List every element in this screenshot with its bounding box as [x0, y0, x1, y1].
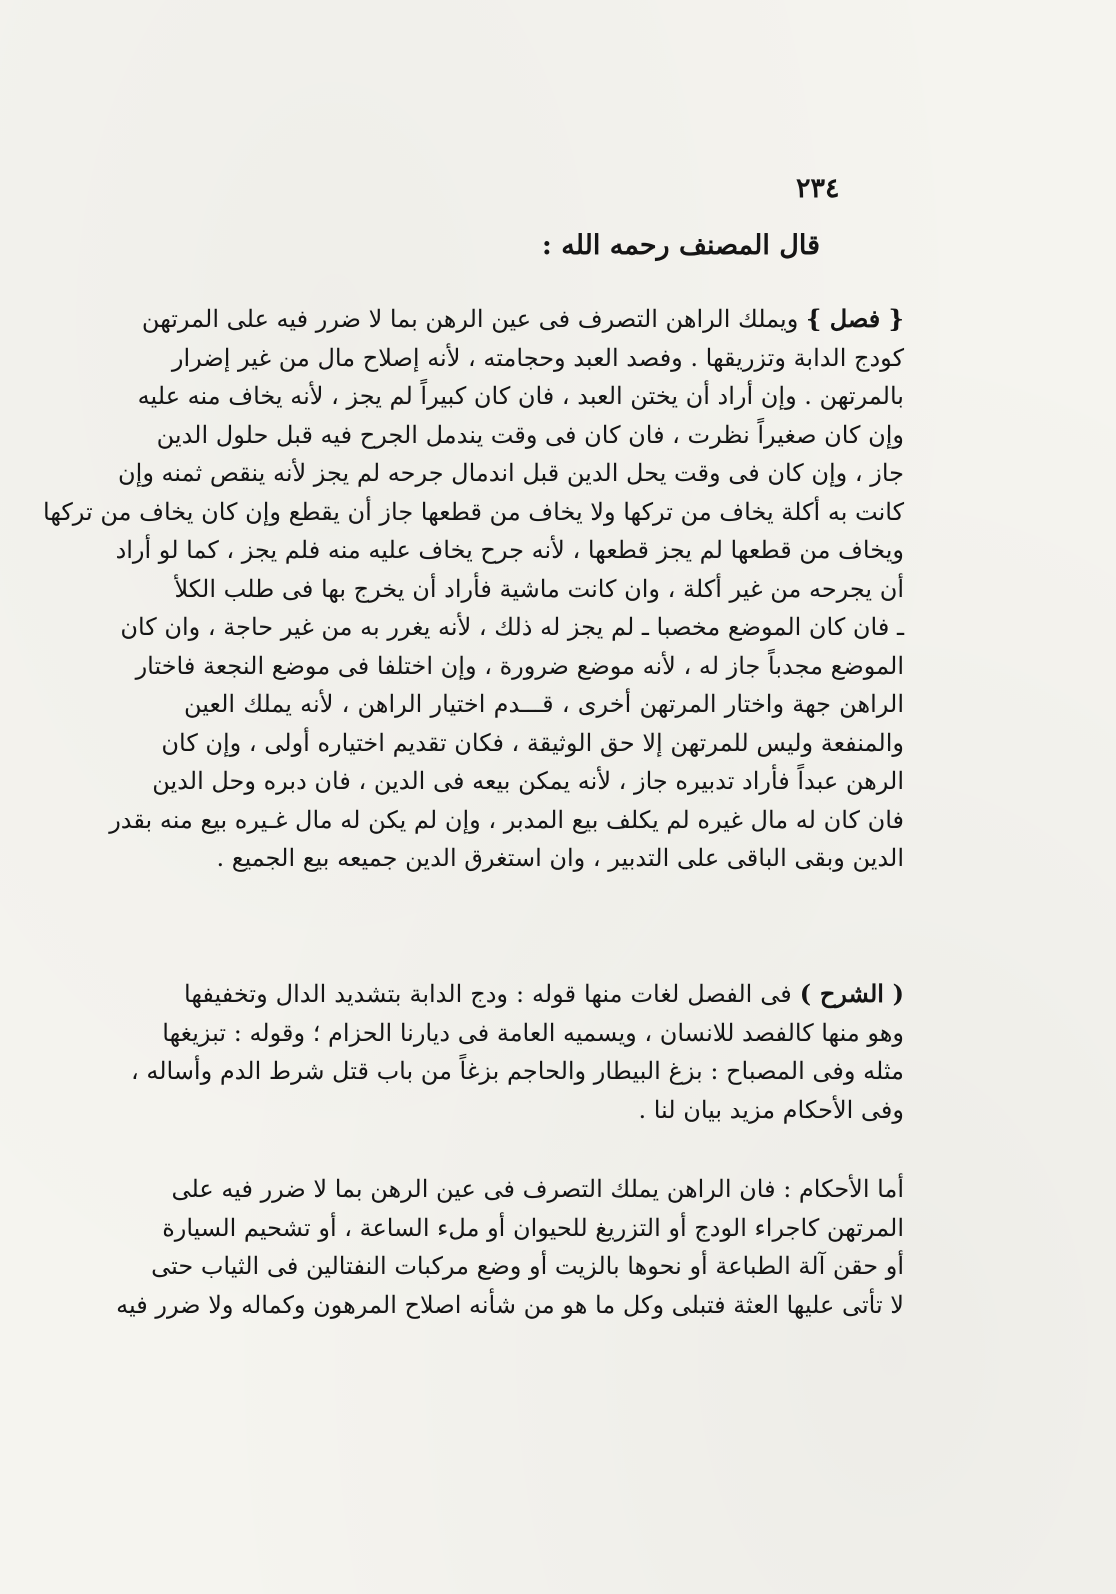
commentary-line: [184, 975, 904, 1014]
section-label: { فصل }: [805, 304, 904, 333]
line-text: فى الفصل لغات منها قوله : ودج الدابة بتشديد الدال وتخفيفها: [184, 980, 792, 1008]
text-line: بالمرتهن . وإن أراد أن يختن العبد ، فان كان كبيراً لم يجز ، لأنه يخاف منه عليه: [137, 382, 904, 410]
rulings-line: أما الأحكام : فان الراهن يملك التصرف فى عين الرهن بما لا ضرر فيه على: [171, 1175, 904, 1203]
text-line: ـ فان كان الموضع مخصبا ـ لم يجز له ذلك ، لأنه يغرر به من غير حاجة ، وان كان: [120, 613, 904, 641]
text-line: جاز ، وإن كان فى وقت يحل الدين قبل اندمال جرحه لم يجز لأنه ينقص ثمنه وإن: [118, 459, 904, 487]
section-heading: قال المصنف رحمه الله :: [541, 230, 820, 261]
rulings-line: لا تأتى عليها العثة فتبلى وكل ما هو من شأنه اصلاح المرهون وكماله ولا ضرر فيه: [116, 1290, 904, 1319]
text-line: والمنفعة وليس للمرتهن إلا حق الوثيقة ، فكان تقديم اختياره أولى ، وإن كان: [161, 728, 904, 757]
text-line: ويخاف من قطعها لم يجز قطعها ، لأنه جرح يخاف عليه منه فلم يجز ، كما لو أراد: [115, 536, 904, 564]
text-line: فان كان له مال غيره لم يكلف بيع المدبر ، وإن لم يكن له مال غـيره بيع منه بقدر: [109, 805, 904, 834]
commentary-section: [130, 975, 904, 1129]
text-line: كانت به أكلة يخاف من تركها ولا يخاف من قطعها جاز أن يقطع وإن كان يخاف من تركها: [43, 497, 904, 526]
line-text: ويملك الراهن التصرف فى عين الرهن بما لا ضرر فيه على المرتهن: [141, 305, 799, 333]
text-line: كودج الدابة وتزريقها . وفصد العبد وحجامته ، لأنه إصلاح مال من غير إضرار: [171, 343, 904, 372]
text-line: الراهن جهة واختار المرتهن أخرى ، قـــدم اختيار الراهن ، لأنه يملك العين: [184, 690, 904, 718]
commentary-label: ( الشرح ): [799, 979, 904, 1008]
text-line: أن يجرحه من غير أكلة ، وان كانت ماشية فأراد أن يخرج بها فى طلب الكلأ: [174, 574, 904, 603]
commentary-line: وهو منها كالفصد للانسان ، ويسميه العامة فى ديارنا الحزام ؛ وقوله : تبزيغها: [162, 1018, 904, 1047]
text-section: [43, 300, 904, 878]
text-line: الموضع مجدباً جاز له ، لأنه موضع ضرورة ، وإن اختلفا فى موضع النجعة فاختار: [135, 651, 904, 680]
page-number: ٢٣٤: [796, 173, 840, 204]
text-line: الدين وبقى الباقى على التدبير ، وان استغرق الدين جميعه بيع الجميع .: [216, 844, 904, 872]
text-line: وإن كان صغيراً نظرت ، فان كان فى وقت يندمل الجرح فيه قبل حلول الدين: [156, 420, 904, 449]
rulings-section: [116, 1170, 904, 1324]
text-line: [141, 300, 904, 339]
commentary-line: مثله وفى المصباح : بزغ البيطار والحاجم بزغاً من باب قتل شرط الدم وأساله ،: [130, 1057, 904, 1085]
text-line: الرهن عبداً فأراد تدبيره جاز ، لأنه يمكن بيعه فى الدين ، فان دبره وحل الدين: [152, 767, 904, 795]
commentary-line: وفى الأحكام مزيد بيان لنا .: [638, 1095, 904, 1124]
rulings-line: أو حقن آلة الطباعة أو نحوها بالزيت أو وضع مركبات النفتالين فى الثياب حتى: [151, 1252, 904, 1280]
rulings-line: المرتهن كاجراء الودج أو التزريغ للحيوان أو ملء الساعة ، أو تشحيم السيارة: [162, 1213, 904, 1242]
